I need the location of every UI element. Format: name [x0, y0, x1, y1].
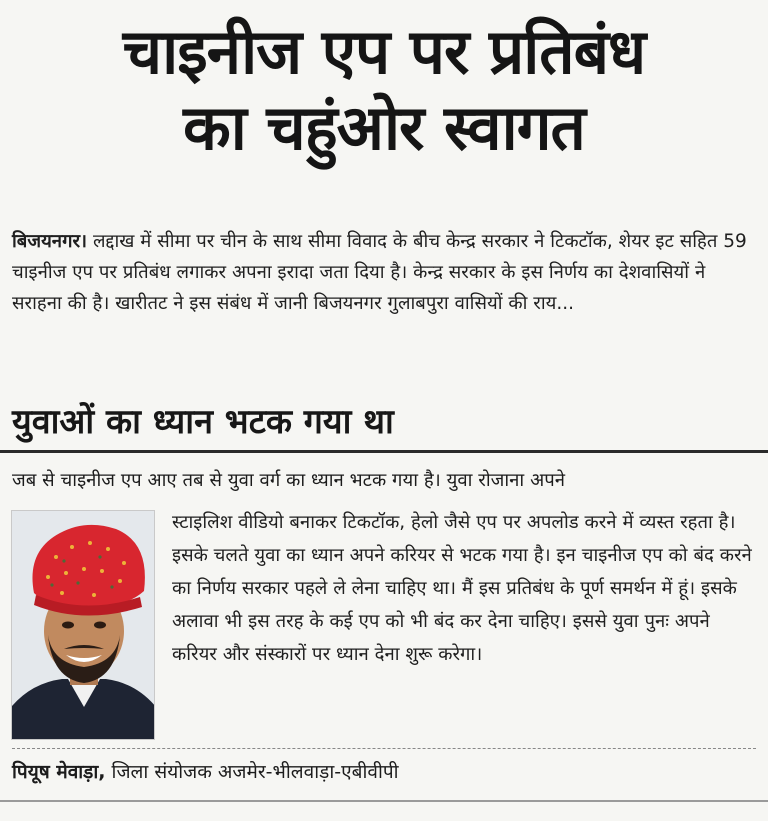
- person-portrait-icon: [12, 511, 155, 740]
- byline: [12, 758, 756, 786]
- body-first-line: जब से चाइनीज एप आए तब से युवा वर्ग का ध्यान भटक गया है। युवा रोजाना अपने: [12, 470, 566, 491]
- intro-paragraph: [12, 226, 758, 319]
- byline-divider: [12, 748, 756, 749]
- headline: [0, 14, 768, 165]
- headline-line-1: चाइनीज एप पर प्रतिबंध: [122, 15, 646, 88]
- headline-line-2: का चहुंओर स्वागत: [183, 90, 585, 164]
- byline-title: जिला संयोजक अजमेर-भीलवाड़ा-एबीवीपी: [111, 761, 399, 783]
- byline-name: पियूष मेवाड़ा,: [12, 761, 106, 783]
- body-paragraph: स्टाइलिश वीडियो बनाकर टिकटॉक, हेलो जैसे एप पर अपलोड करने में व्यस्त रहता है। इसके चलते युवा का ध्यान अपने करियर से भटक गया है। इन चाइनीज एप को बंद करने का निर्णय सरकार पहले ले लेना चाहिए था। मैं इस प्रतिबंध के पूर्ण समर्थन में हूं। इसके अलावा भी इस तरह के कई एप को भी बंद कर देना चाहिए। इससे युवा पुनः अपने करियर और संस्कारों पर ध्यान देना शुरू करेगा।: [172, 512, 752, 665]
- subhead-divider: [0, 450, 768, 453]
- dateline: बिजयनगर।: [12, 231, 88, 252]
- portrait-photo: [11, 510, 155, 740]
- bottom-divider: [0, 800, 768, 802]
- intro-text: लद्दाख में सीमा पर चीन के साथ सीमा विवाद के बीच केन्द्र सरकार ने टिकटॉक, शेयर इट सहित 59 चाइनीज एप पर प्रतिबंध लगाकर अपना इरादा जता दिया है। केन्द्र सरकार के इस निर्णय का देशवासियों ने सराहना की है। खारीतट ने इस संबंध में जानी बिजयनगर गुलाबपुरा वासियों की राय...: [12, 231, 747, 314]
- section-subhead: युवाओं का ध्यान भटक गया था: [12, 402, 394, 442]
